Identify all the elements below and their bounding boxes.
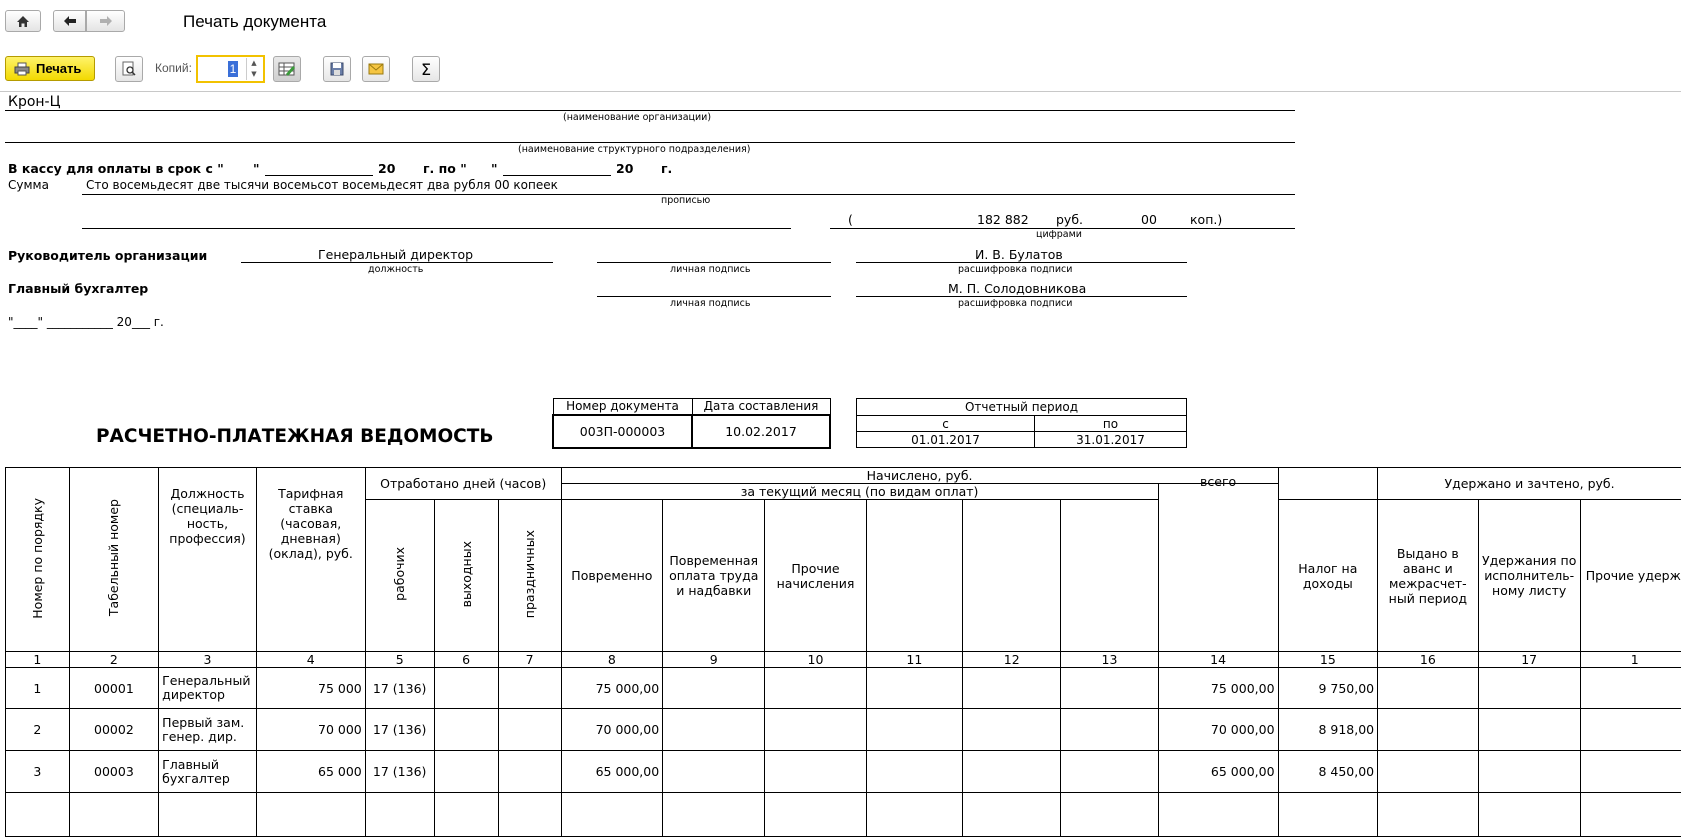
sum-paren: ( (848, 212, 853, 227)
cell-empty (1580, 709, 1681, 751)
col-number: 4 (256, 652, 365, 668)
sigma-icon: Σ (420, 59, 432, 79)
header-work-days: рабочих (365, 500, 434, 652)
copies-label: Копий: (155, 61, 192, 75)
header-advance: Выдано в аванс и межрасчет-ный период (1378, 500, 1478, 652)
cash-quote-2: " (491, 161, 498, 176)
col-number: 14 (1158, 652, 1278, 668)
cell-empty (1061, 709, 1158, 751)
header-other: Прочие начисления (765, 500, 866, 652)
col-number: 15 (1278, 652, 1378, 668)
cell-time: 75 000,00 (561, 668, 663, 709)
forward-button[interactable] (86, 10, 125, 32)
email-button[interactable] (362, 56, 390, 82)
cell-empty (1378, 668, 1478, 709)
cell-pos: Первый зам. генер. дир. (159, 709, 257, 751)
cell-empty (1061, 751, 1158, 793)
col-number: 10 (765, 652, 866, 668)
accountant-signature-caption: личная подпись (670, 298, 751, 309)
col-number: 16 (1378, 652, 1478, 668)
printer-icon (14, 62, 30, 76)
head-position-line (241, 262, 553, 263)
header-pos: Должность (специаль-ность, профессия) (159, 468, 257, 652)
org-caption: (наименование организации) (563, 112, 712, 123)
cell-total: 75 000,00 (1158, 668, 1278, 709)
cell-empty (1478, 668, 1580, 709)
cell-empty (963, 751, 1061, 793)
cell-total: 65 000,00 (1158, 751, 1278, 793)
cash-20-1: 20 (378, 161, 396, 176)
accountant-name-caption: расшифровка подписи (958, 298, 1073, 309)
cash-g-po: г. по " (423, 161, 467, 176)
cell-empty (866, 709, 962, 751)
date-blank: "____" ___________ 20___ г. (8, 315, 164, 329)
head-signature-line (597, 262, 831, 263)
dept-line (5, 142, 1295, 143)
accountant-name-line (856, 296, 1187, 297)
cell-tax: 8 918,00 (1278, 709, 1378, 751)
head-name-line (856, 262, 1187, 263)
toolbar-separator (0, 91, 1681, 92)
cell-empty (963, 668, 1061, 709)
cell-empty (434, 709, 498, 751)
arrow-left-icon (63, 15, 77, 27)
head-label: Руководитель организации (8, 248, 208, 263)
table-row-empty (6, 793, 1681, 837)
sum-kop: коп.) (1190, 212, 1223, 227)
cell-rate: 75 000 (256, 668, 365, 709)
head-signature-caption: личная подпись (670, 264, 751, 275)
cell-rate: 65 000 (256, 751, 365, 793)
doc-date-value: 10.02.2017 (692, 415, 830, 448)
period-to-label: по (1035, 416, 1187, 432)
sum-button[interactable] (412, 56, 440, 82)
cell-empty (498, 668, 561, 709)
accountant-signature-line (597, 296, 831, 297)
cash-20-2: 20 (616, 161, 634, 176)
header-col-11 (866, 500, 962, 652)
sum-rub: руб. (1056, 212, 1084, 227)
col-number: 7 (498, 652, 561, 668)
header-worked: Отработано дней (часов) (365, 468, 561, 500)
cash-quote-1: " (253, 161, 260, 176)
header-rate: Тарифная ставка (часовая, дневная) (оклад), руб. (256, 468, 365, 652)
cell-empty (1061, 668, 1158, 709)
cell-tab: 00003 (69, 751, 159, 793)
period-to-value: 31.01.2017 (1035, 432, 1187, 448)
cell-empty (498, 751, 561, 793)
cell-empty (663, 668, 765, 709)
header-tax: Налог на доходы (1278, 500, 1378, 652)
cell-num: 1 (6, 668, 70, 709)
preview-button[interactable] (115, 56, 143, 82)
header-other-withheld: Прочие удерж (1580, 500, 1681, 652)
cell-empty (1478, 751, 1580, 793)
copies-input[interactable]: 1 (229, 62, 237, 76)
header-accrued: Начислено, руб. (561, 468, 1278, 484)
payroll-table (5, 467, 1681, 837)
print-button[interactable] (5, 56, 95, 81)
cell-tax: 9 750,00 (1278, 668, 1378, 709)
cell-days: 17 (136) (365, 751, 434, 793)
header-col-12 (963, 500, 1061, 652)
cash-label: В кассу для оплаты в срок с " (8, 161, 224, 176)
cell-pos: Главный бухгалтер (159, 751, 257, 793)
cell-days: 17 (136) (365, 668, 434, 709)
window-title: Печать документа (183, 12, 327, 31)
cell-tab: 00001 (69, 668, 159, 709)
cash-blank-2 (503, 175, 611, 176)
sum-kop-value: 00 (1141, 212, 1157, 227)
sum-amount: 182 882 (977, 212, 1029, 227)
envelope-icon (368, 63, 384, 75)
header-time-bonus: Повременная оплата труда и надбавки (663, 500, 765, 652)
cell-empty (1378, 709, 1478, 751)
header-holiday: праздничных (498, 500, 561, 652)
cell-empty (765, 709, 866, 751)
col-number: 6 (434, 652, 498, 668)
period-from-label: с (857, 416, 1035, 432)
header-total: всего (1158, 474, 1278, 626)
org-line (5, 110, 1295, 111)
doc-title: РАСЧЕТНО-ПЛАТЕЖНАЯ ВЕДОМОСТЬ (96, 426, 494, 447)
sum-words: Сто восемьдесят две тысячи восемьсот восемьдесят два рубля 00 копеек (86, 178, 558, 192)
org-name: Крон-Ц (8, 94, 61, 110)
home-icon (16, 15, 30, 28)
col-number: 8 (561, 652, 663, 668)
cell-days: 17 (136) (365, 709, 434, 751)
cell-empty (434, 751, 498, 793)
header-tab: Табельный номер (69, 468, 159, 652)
period-label: Отчетный период (857, 399, 1187, 416)
save-button[interactable] (323, 56, 351, 82)
preview-icon (121, 61, 137, 77)
table-row[interactable] (6, 751, 1681, 793)
cash-blank-1 (265, 175, 373, 176)
doc-number-label: Номер документа (553, 399, 692, 415)
dept-caption: (наименование структурного подразделения) (518, 144, 751, 155)
accountant-label: Главный бухгалтер (8, 281, 149, 296)
header-spacer (1278, 468, 1378, 500)
sum-digits-caption: цифрами (1036, 229, 1082, 240)
col-number: 1 (1580, 652, 1681, 668)
cash-g: г. (661, 161, 673, 176)
head-position-caption: должность (368, 264, 424, 275)
sum-label: Сумма (8, 178, 49, 192)
header-writ: Удержания по исполнитель-ному листу (1478, 500, 1580, 652)
col-number: 17 (1478, 652, 1580, 668)
col-number: 3 (159, 652, 257, 668)
cell-tax: 8 450,00 (1278, 751, 1378, 793)
column-numbers-row (6, 652, 1681, 668)
doc-date-label: Дата составления (692, 399, 830, 415)
cell-empty (434, 668, 498, 709)
header-col-13 (1061, 500, 1158, 652)
cell-time: 65 000,00 (561, 751, 663, 793)
cell-rate: 70 000 (256, 709, 365, 751)
cell-empty (663, 751, 765, 793)
print-label: Печать (36, 61, 82, 76)
doc-number-value: 003П-000003 (553, 415, 692, 448)
cell-empty (765, 668, 866, 709)
header-withheld: Удержано и зачтено, руб. (1378, 468, 1681, 500)
back-button[interactable] (53, 10, 86, 32)
cell-empty (1580, 668, 1681, 709)
table-edit-icon (278, 61, 296, 77)
col-number: 5 (365, 652, 434, 668)
period-table (856, 398, 1187, 448)
cell-time: 70 000,00 (561, 709, 663, 751)
header-time: Повременно (561, 500, 663, 652)
sum-words-line-2 (82, 228, 791, 229)
period-from-value: 01.01.2017 (857, 432, 1035, 448)
table-edit-button[interactable] (273, 56, 301, 82)
cell-empty (765, 751, 866, 793)
col-number: 2 (69, 652, 159, 668)
col-number: 9 (663, 652, 765, 668)
col-number: 13 (1061, 652, 1158, 668)
table-row[interactable] (6, 668, 1681, 709)
sum-words-caption: прописью (661, 195, 711, 206)
cell-empty (1478, 709, 1580, 751)
cell-empty (663, 709, 765, 751)
cell-empty (1378, 751, 1478, 793)
head-name: И. В. Булатов (975, 247, 1063, 262)
save-icon (330, 62, 344, 76)
col-number: 12 (963, 652, 1061, 668)
cell-total: 70 000,00 (1158, 709, 1278, 751)
cell-pos: Генеральный директор (159, 668, 257, 709)
cell-empty (866, 751, 962, 793)
cell-tab: 00002 (69, 709, 159, 751)
accountant-name: М. П. Солодовникова (948, 281, 1087, 296)
head-position: Генеральный директор (318, 247, 474, 262)
header-weekend: выходных (434, 500, 498, 652)
head-name-caption: расшифровка подписи (958, 264, 1073, 275)
cell-empty (498, 709, 561, 751)
col-number: 11 (866, 652, 962, 668)
arrow-right-icon (99, 15, 113, 27)
doc-number-table (552, 398, 831, 449)
cell-empty (1580, 751, 1681, 793)
table-row[interactable] (6, 709, 1681, 751)
col-number: 1 (6, 652, 70, 668)
copies-spinner[interactable]: ▲ ▼ (246, 58, 261, 80)
home-button[interactable] (5, 10, 41, 32)
copies-field[interactable] (196, 55, 265, 83)
header-month: за текущий месяц (по видам оплат) (561, 484, 1158, 500)
cell-num: 2 (6, 709, 70, 751)
cell-num: 3 (6, 751, 70, 793)
cell-empty (963, 709, 1061, 751)
header-num: Номер по порядку (6, 468, 70, 652)
cell-empty (866, 668, 962, 709)
